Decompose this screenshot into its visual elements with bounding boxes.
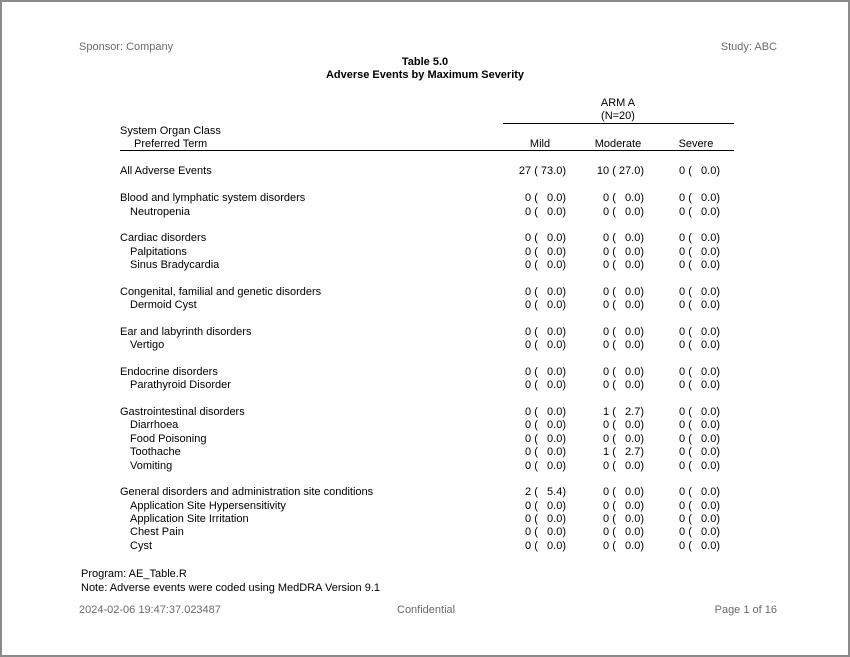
moderate-cell: 0 ( 0.0) <box>603 339 644 351</box>
system-organ-class-label: Ear and labyrinth disorders <box>120 326 252 338</box>
severe-cell: 0 ( 0.0) <box>679 486 720 498</box>
preferred-term-label: Cyst <box>130 540 152 552</box>
system-organ-class-label: Blood and lymphatic system disorders <box>120 192 306 204</box>
mild-cell: 0 ( 0.0) <box>525 206 566 218</box>
severe-cell: 0 ( 0.0) <box>679 206 720 218</box>
mild-cell: 0 ( 0.0) <box>525 246 566 258</box>
table-row <box>2 513 848 527</box>
footer-page-number: Page 1 of 16 <box>714 604 777 616</box>
table-row <box>2 406 848 420</box>
moderate-cell: 0 ( 0.0) <box>603 366 644 378</box>
table-row <box>2 526 848 540</box>
column-label-pt: Preferred Term <box>134 138 208 150</box>
footer-timestamp: 2024-02-06 19:47:37.023487 <box>79 604 221 616</box>
severe-cell: 0 ( 0.0) <box>679 232 720 244</box>
table-title: Adverse Events by Maximum Severity <box>325 69 525 81</box>
footer-confidential: Confidential <box>397 604 456 616</box>
table-row <box>2 286 848 300</box>
moderate-cell: 0 ( 0.0) <box>603 419 644 431</box>
moderate-cell: 10 ( 27.0) <box>596 165 644 177</box>
moderate-cell: 0 ( 0.0) <box>603 246 644 258</box>
table-row <box>2 206 848 220</box>
severe-cell: 0 ( 0.0) <box>679 419 720 431</box>
mild-cell: 0 ( 0.0) <box>525 366 566 378</box>
arm-underline <box>503 123 734 124</box>
mild-cell: 0 ( 0.0) <box>525 406 566 418</box>
severe-cell: 0 ( 0.0) <box>679 286 720 298</box>
table-row <box>2 259 848 273</box>
severe-cell: 0 ( 0.0) <box>679 192 720 204</box>
severe-cell: 0 ( 0.0) <box>679 540 720 552</box>
preferred-term-label: Neutropenia <box>130 206 190 218</box>
severe-cell: 0 ( 0.0) <box>679 366 720 378</box>
mild-cell: 0 ( 0.0) <box>525 540 566 552</box>
severe-cell: 0 ( 0.0) <box>679 259 720 271</box>
study-label: Study: ABC <box>720 41 777 53</box>
mild-cell: 0 ( 0.0) <box>525 446 566 458</box>
moderate-cell: 0 ( 0.0) <box>603 206 644 218</box>
table-row <box>2 460 848 474</box>
mild-cell: 0 ( 0.0) <box>525 232 566 244</box>
sponsor-label: Sponsor: Company <box>79 41 174 53</box>
severe-cell: 0 ( 0.0) <box>679 526 720 538</box>
moderate-cell: 1 ( 2.7) <box>603 446 644 458</box>
moderate-cell: 0 ( 0.0) <box>603 232 644 244</box>
table-row <box>2 366 848 380</box>
system-organ-class-label: Congenital, familial and genetic disorders <box>120 286 322 298</box>
mild-cell: 0 ( 0.0) <box>525 259 566 271</box>
preferred-term-label: Dermoid Cyst <box>130 299 197 311</box>
severe-cell: 0 ( 0.0) <box>679 165 720 177</box>
mild-cell: 0 ( 0.0) <box>525 526 566 538</box>
arm-name: ARM A <box>600 97 636 109</box>
table-row <box>2 165 848 179</box>
system-organ-class-label: General disorders and administration site conditions <box>120 486 374 498</box>
mild-cell: 0 ( 0.0) <box>525 460 566 472</box>
table-row <box>2 232 848 246</box>
preferred-term-label: Toothache <box>130 446 181 458</box>
mild-cell: 0 ( 0.0) <box>525 419 566 431</box>
column-label-soc: System Organ Class <box>120 125 221 137</box>
severe-cell: 0 ( 0.0) <box>679 500 720 512</box>
mild-cell: 27 ( 73.0) <box>518 165 566 177</box>
mild-cell: 0 ( 0.0) <box>525 326 566 338</box>
moderate-cell: 0 ( 0.0) <box>603 513 644 525</box>
meddra-note: Note: Adverse events were coded using MedDRA Version 9.1 <box>81 582 381 594</box>
table-row <box>2 339 848 353</box>
system-organ-class-label: Cardiac disorders <box>120 232 207 244</box>
table-row <box>2 192 848 206</box>
preferred-term-label: Palpitations <box>130 246 187 258</box>
moderate-cell: 0 ( 0.0) <box>603 460 644 472</box>
severe-cell: 0 ( 0.0) <box>679 299 720 311</box>
system-organ-class-label: Endocrine disorders <box>120 366 218 378</box>
program-note: Program: AE_Table.R <box>81 568 187 580</box>
column-header-severe: Severe <box>678 138 714 150</box>
severe-cell: 0 ( 0.0) <box>679 339 720 351</box>
moderate-cell: 0 ( 0.0) <box>603 379 644 391</box>
moderate-cell: 0 ( 0.0) <box>603 299 644 311</box>
moderate-cell: 0 ( 0.0) <box>603 540 644 552</box>
preferred-term-label: Application Site Irritation <box>130 513 249 525</box>
mild-cell: 0 ( 0.0) <box>525 500 566 512</box>
table-row <box>2 419 848 433</box>
system-organ-class-label: Gastrointestinal disorders <box>120 406 245 418</box>
table-row <box>2 540 848 554</box>
severe-cell: 0 ( 0.0) <box>679 326 720 338</box>
mild-cell: 0 ( 0.0) <box>525 286 566 298</box>
moderate-cell: 0 ( 0.0) <box>603 286 644 298</box>
mild-cell: 0 ( 0.0) <box>525 513 566 525</box>
severe-cell: 0 ( 0.0) <box>679 446 720 458</box>
preferred-term-label: Sinus Bradycardia <box>130 259 220 271</box>
moderate-cell: 0 ( 0.0) <box>603 259 644 271</box>
mild-cell: 0 ( 0.0) <box>525 192 566 204</box>
table-row <box>2 446 848 460</box>
header-underline <box>120 150 734 151</box>
column-header-moderate: Moderate <box>594 138 642 150</box>
moderate-cell: 0 ( 0.0) <box>603 486 644 498</box>
table-row <box>2 500 848 514</box>
mild-cell: 2 ( 5.4) <box>525 486 566 498</box>
mild-cell: 0 ( 0.0) <box>525 299 566 311</box>
mild-cell: 0 ( 0.0) <box>525 339 566 351</box>
preferred-term-label: Vertigo <box>130 339 165 351</box>
moderate-cell: 0 ( 0.0) <box>603 326 644 338</box>
preferred-term-label: Food Poisoning <box>130 433 207 445</box>
mild-cell: 0 ( 0.0) <box>525 379 566 391</box>
moderate-cell: 0 ( 0.0) <box>603 500 644 512</box>
moderate-cell: 0 ( 0.0) <box>603 433 644 445</box>
severe-cell: 0 ( 0.0) <box>679 406 720 418</box>
severe-cell: 0 ( 0.0) <box>679 379 720 391</box>
moderate-cell: 0 ( 0.0) <box>603 192 644 204</box>
table-row <box>2 326 848 340</box>
preferred-term-label: Chest Pain <box>130 526 184 538</box>
column-header-mild: Mild <box>529 138 551 150</box>
table-row <box>2 433 848 447</box>
preferred-term-label: Parathyroid Disorder <box>130 379 231 391</box>
table-row <box>2 246 848 260</box>
severe-cell: 0 ( 0.0) <box>679 433 720 445</box>
severe-cell: 0 ( 0.0) <box>679 513 720 525</box>
preferred-term-label: Diarrhoea <box>130 419 179 431</box>
preferred-term-label: Vomiting <box>130 460 173 472</box>
system-organ-class-label: All Adverse Events <box>120 165 212 177</box>
table-row <box>2 299 848 313</box>
table-row <box>2 379 848 393</box>
moderate-cell: 0 ( 0.0) <box>603 526 644 538</box>
severe-cell: 0 ( 0.0) <box>679 460 720 472</box>
table-row <box>2 486 848 500</box>
mild-cell: 0 ( 0.0) <box>525 433 566 445</box>
arm-n: (N=20) <box>601 110 635 122</box>
severe-cell: 0 ( 0.0) <box>679 246 720 258</box>
moderate-cell: 1 ( 2.7) <box>603 406 644 418</box>
preferred-term-label: Application Site Hypersensitivity <box>130 500 286 512</box>
table-number: Table 5.0 <box>401 56 449 68</box>
